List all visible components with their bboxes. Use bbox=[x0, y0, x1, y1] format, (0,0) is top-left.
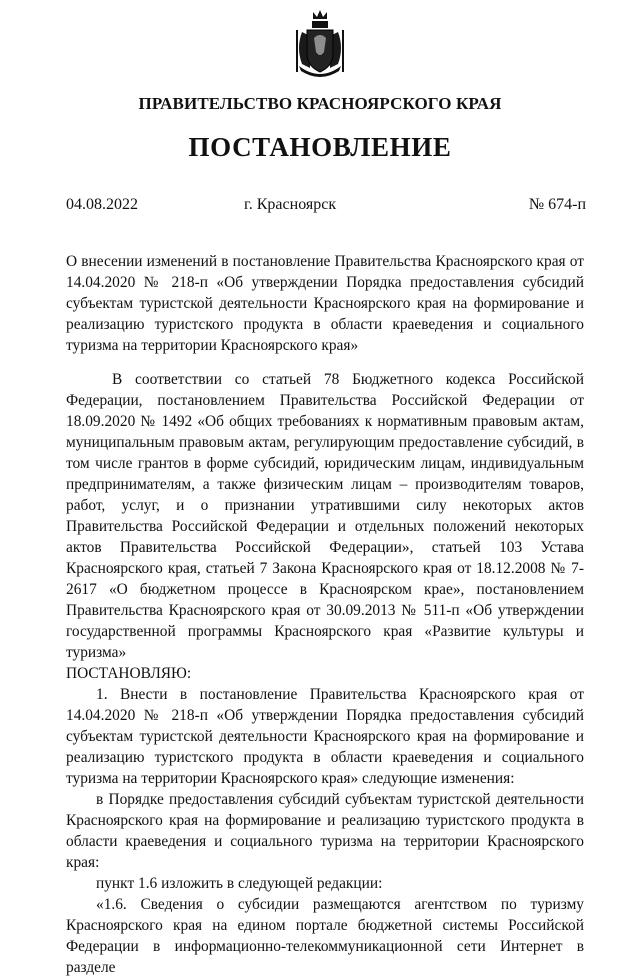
subject-text: О внесении изменений в постановление Правительства Красноярского края от 14.04.2020 № 218-п «Об утверждении Порядка предоставления субсидий субъектам туристской деятельности Красноярского края на формирование и реализацию туристского продукта в области краеведения и социального туризма на территории Красноярского края» bbox=[66, 253, 584, 354]
document-body bbox=[66, 369, 584, 978]
item-1-point-paragraph: пункт 1.6 изложить в следующей редакции: bbox=[96, 875, 383, 892]
issuing-authority: ПРАВИТЕЛЬСТВО КРАСНОЯРСКОГО КРАЯ bbox=[138, 94, 502, 113]
item-1-order-paragraph: в Порядке предоставления субсидий субъектам туристской деятельности Красноярского края на формирование и реализацию туристского продукта в области краеведения и социального туризма на территории Красноярского края: bbox=[66, 791, 584, 871]
item-1-quote-paragraph: «1.6. Сведения о субсидии размещаются агентством по туризму Красноярского края на едином портале бюджетной системы Российской Федерации в информационно-телекоммуникационной сети Интернет в разделе bbox=[66, 896, 584, 976]
document-number: № 674-п bbox=[528, 196, 586, 213]
coat-of-arms-icon bbox=[290, 8, 350, 80]
document-subject bbox=[66, 251, 584, 356]
document-date: 04.08.2022 bbox=[66, 196, 138, 213]
item-1-paragraph: 1. Внести в постановление Правительства Красноярского края от 14.04.2020 № 218-п «Об утверждении Порядка предоставления субсидий субъектам туристской деятельности Красноярского края на формирование и реализацию туристского продукта в области краеведения и социального туризма на территории Красноярского края» следующие изменения: bbox=[66, 686, 584, 787]
decree-word: ПОСТАНОВЛЯЮ: bbox=[66, 665, 192, 682]
document-type-title: ПОСТАНОВЛЕНИЕ bbox=[188, 132, 452, 162]
preamble-paragraph: В соответствии со статьей 78 Бюджетного кодекса Российской Федерации, постановлением Правительства Российской Федерации от 18.09.2020 № 1492 «Об общих требованиях к нормативным правовым актам, муниципальным правовым актам, регулирующим предоставление субсидий, в том числе грантов в форме субсидий, юридическим лицам, индивидуальным предпринимателям, а также физическим лицам – производителям товаров, работ, услуг, и о признании утратившими силу некоторых актов Правительства Российской Федерации и отдельных положений некоторых актов Правительства Российской Федерации», статьей 103 Устава Красноярского края, статьей 7 Закона Красноярского края от 18.12.2008 № 7-2617 «О бюджетном процессе в Красноярском крае», постановлением Правительства Красноярского края от 30.09.2013 № 511-п «Об утверждении государственной программы Красноярского края «Развитие культуры и туризма» bbox=[66, 371, 584, 661]
document-city: г. Красноярск bbox=[244, 196, 337, 213]
